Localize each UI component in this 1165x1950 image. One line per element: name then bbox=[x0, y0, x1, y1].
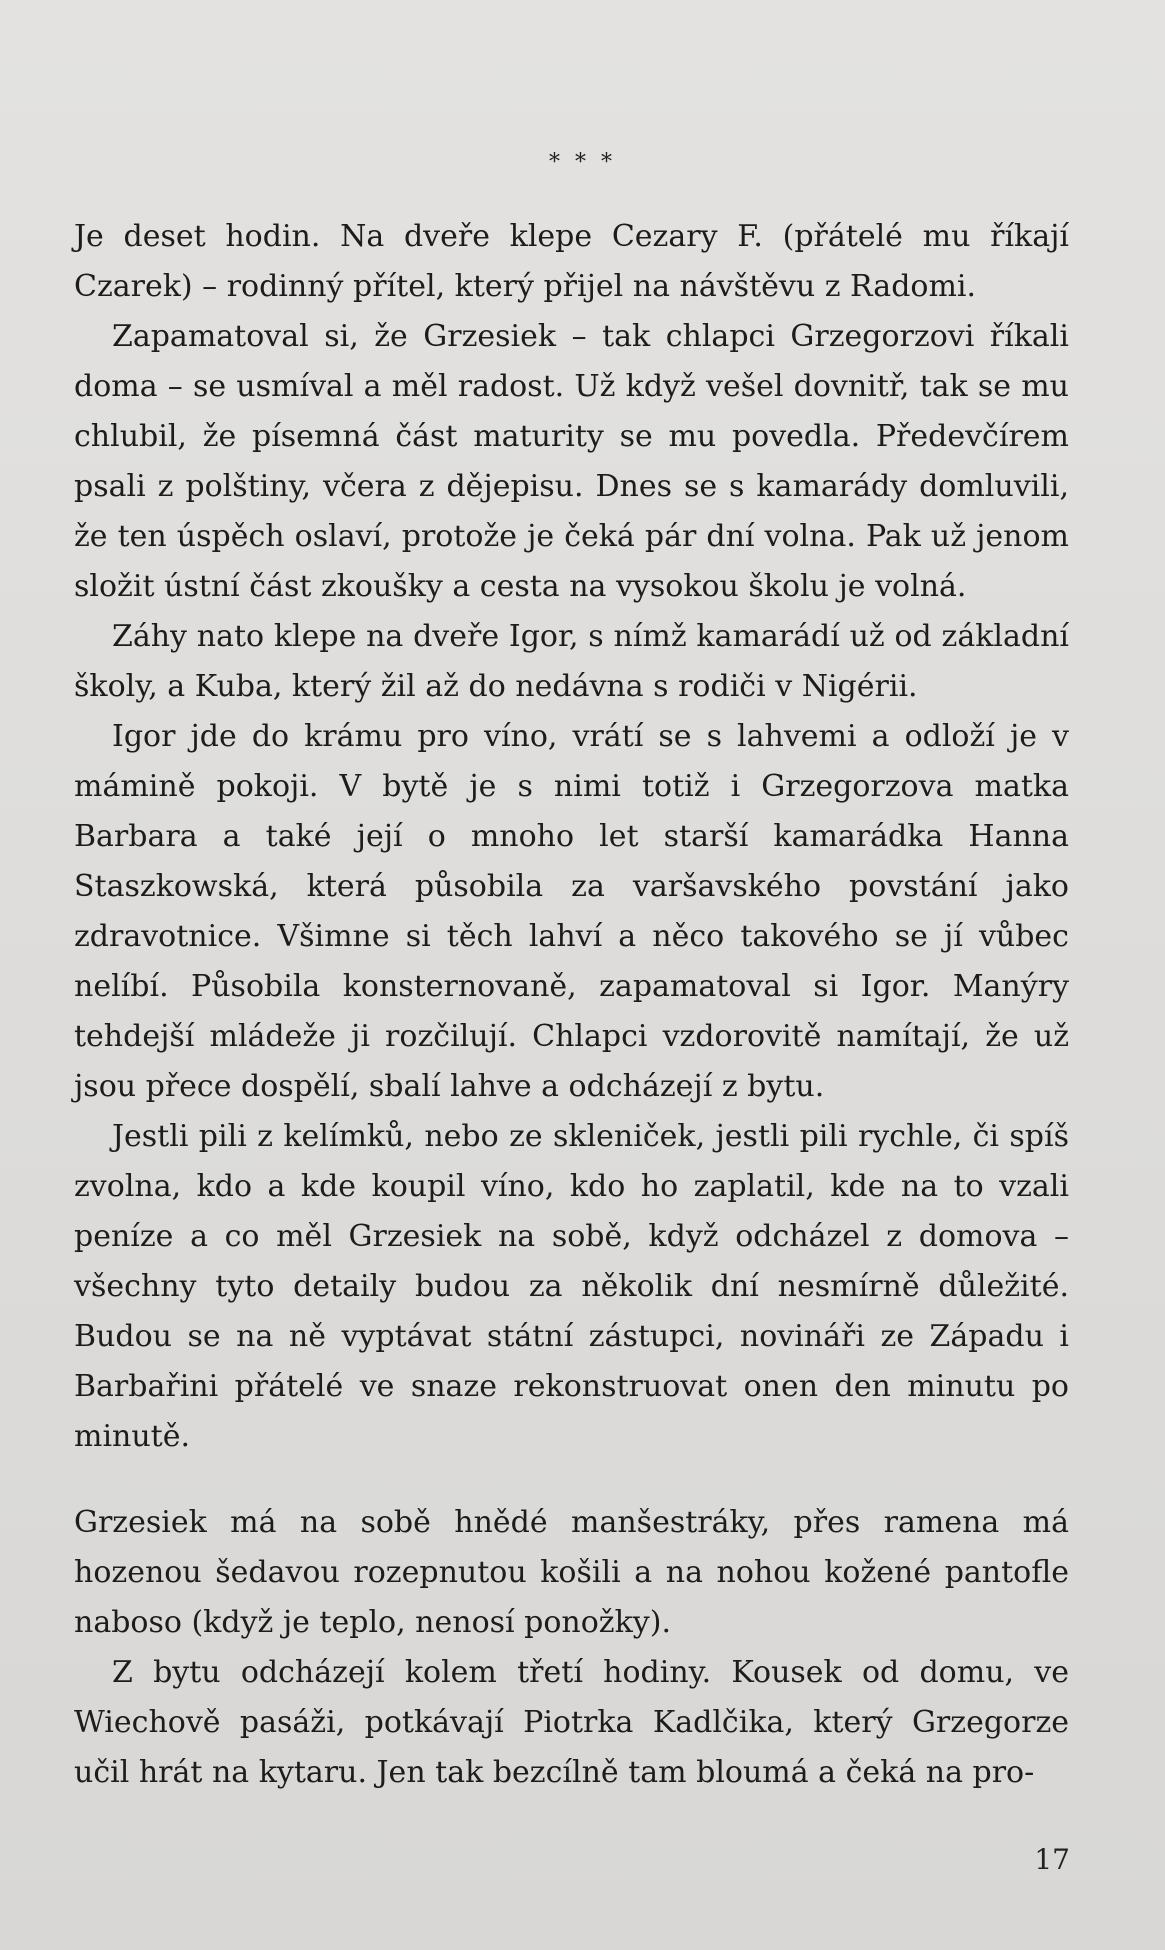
paragraph: Z bytu odcházejí kolem třetí hodiny. Kousek od domu, ve Wiechově pasáži, potkávají Piotrka Kadlčika, který Grzegorze učil hrát na kytaru. Jen tak bezcílně tam bloumá a čeká na pro- bbox=[74, 1655, 1069, 1790]
paragraph: Grzesiek má na sobě hnědé manšestráky, přes ramena má hozenou šedavou rozepnutou košili a na nohou kožené pantofle naboso (když je teplo, nenosí ponožky). bbox=[74, 1505, 1069, 1640]
paragraph: Záhy nato klepe na dveře Igor, s nímž kamarádí už od základní školy, a Kuba, který žil až do nedávna s rodiči v Nigérii. bbox=[74, 619, 1069, 704]
text-section-1 bbox=[74, 212, 1069, 1462]
page-number: 17 bbox=[1034, 1843, 1070, 1876]
text-section-2 bbox=[74, 1498, 1069, 1798]
paragraph: Jestli pili z kelímků, nebo ze skleniček, jestli pili rychle, či spíš zvolna, kdo a kde koupil víno, kdo ho zaplatil, kde na to vzali peníze a co měl Grzesiek na sobě, když odcházel z domova – všechny tyto detaily budou za několik dní nesmírně důležité. Budou se na ně vyptávat státní zástupci, novináři ze Západu i Barbařini přátelé ve snaze rekonstruovat onen den minutu po minutě. bbox=[74, 1119, 1069, 1454]
paragraph: Igor jde do krámu pro víno, vrátí se s lahvemi a odloží je v mámině pokoji. V bytě je s nimi totiž i Grzegorzova matka Barbara a také její o mnoho let starší kamarádka Hanna Staszkowská, která působila za varšavského povstání jako zdravotnice. Všimne si těch lahví a něco takového se jí vůbec nelíbí. Působila konsternovaně, zapamatoval si Igor. Manýry tehdejší mládeže ji rozčilují. Chlapci vzdorovitě namítají, že už jsou přece dospělí, sbalí lahve a odcházejí z bytu. bbox=[74, 719, 1069, 1104]
paragraph: Je deset hodin. Na dveře klepe Cezary F. (přátelé mu říkají Czarek) – rodinný přítel, který přijel na návštěvu z Radomi. bbox=[74, 219, 1069, 304]
section-divider: * * * bbox=[549, 150, 616, 175]
paragraph: Zapamatoval si, že Grzesiek – tak chlapci Grzegorzovi říkali doma – se usmíval a měl radost. Už když vešel dovnitř, tak se mu chlubil, že písemná část maturity se mu povedla. Předevčírem psali z polštiny, včera z dějepisu. Dnes se s kamarády domluvili, že ten úspěch oslaví, protože je čeká pár dní volna. Pak už jenom složit ústní část zkoušky a cesta na vysokou školu je volná. bbox=[74, 319, 1069, 604]
